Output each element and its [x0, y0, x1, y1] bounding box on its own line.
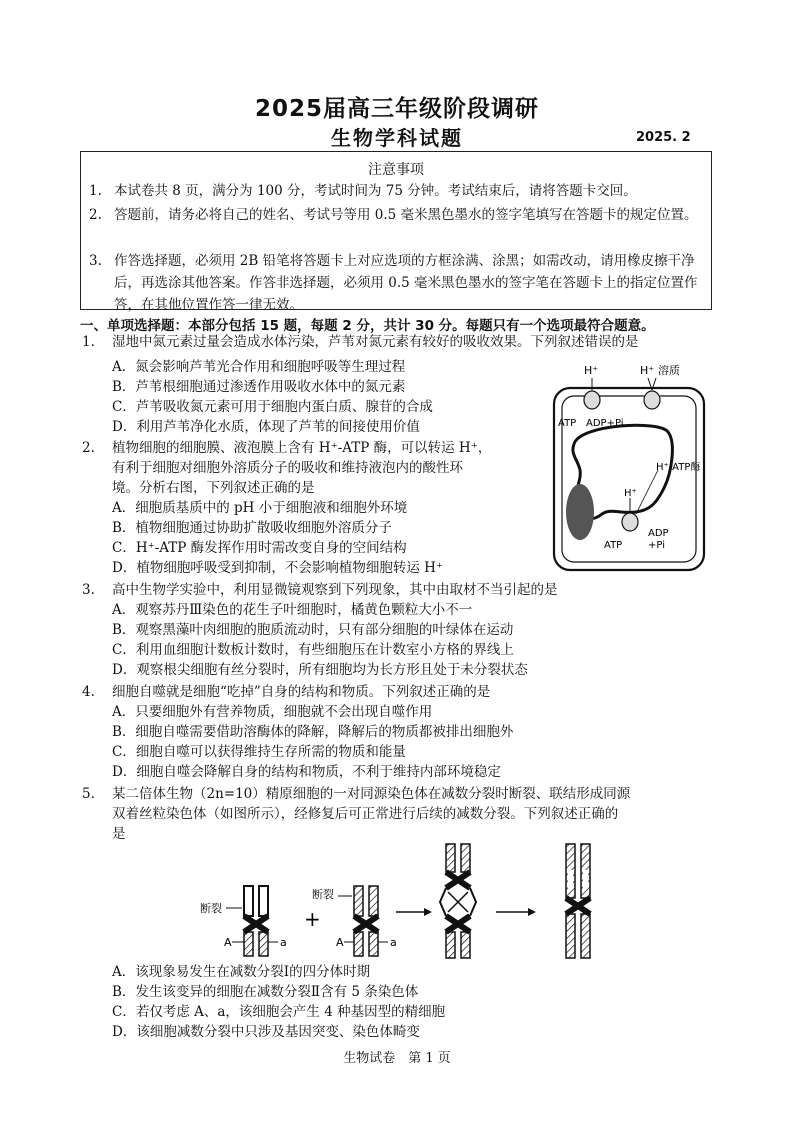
process-arrow-head — [424, 908, 432, 916]
question-number: 2. — [82, 440, 95, 456]
notice-item-3 — [89, 250, 703, 316]
label-allele: A — [336, 936, 344, 949]
label-allele: a — [280, 936, 287, 949]
label-atp: ATP — [558, 418, 577, 429]
notice-box — [80, 151, 712, 313]
page-footer: 生物试卷 第 1 页 — [343, 1051, 451, 1066]
chromosome-2 — [354, 886, 378, 956]
label-adp-pi: ADP+Pi — [586, 418, 624, 429]
notice-item-number: 2. — [89, 207, 102, 223]
question-number: 4. — [82, 684, 95, 700]
question-2-stem-line: 境。分析右图，下列叙述正确的是 — [112, 480, 315, 496]
question-number: 5. — [82, 786, 95, 802]
question-1-option-b: B．芦苇根细胞通过渗透作用吸收水体中的氮元素 — [112, 379, 406, 395]
question-1-option-d: D．利用芦苇净化水质，体现了芦苇的间接使用价值 — [112, 419, 420, 435]
label-allele: A — [224, 936, 232, 949]
notice-item-1 — [89, 180, 703, 202]
label-solute: 溶质 — [658, 364, 680, 377]
question-number: 3. — [82, 582, 95, 598]
notice-item-number: 3. — [89, 253, 102, 269]
label-h-plus: H⁺ — [624, 488, 637, 499]
process-arrow-head — [528, 908, 536, 916]
notice-item-text: 答题前，请务必将自己的姓名、考试号等用 0.5 毫米黑色墨水的签字笔填写在答题卡的规定位置。 — [114, 207, 698, 223]
label-h-atpase: H⁺-ATP酶 — [656, 462, 701, 473]
question-5-option-a: A．该现象易发生在减数分裂Ⅰ的四分体时期 — [112, 964, 371, 980]
cotransporter-protein — [644, 391, 660, 409]
question-4-option-b: B．细胞自噬需要借助溶酶体的降解，降解后的物质都被排出细胞外 — [112, 724, 514, 740]
question-5-option-c: C．若仅考虑 A、a，该细胞会产生 4 种基因型的精细胞 — [112, 1004, 446, 1020]
question-3-stem: 高中生物学实验中，利用显微镜观察到下列现象，其中由取材不当引起的是 — [112, 582, 558, 598]
section-heading: 一、单项选择题：本部分包括 15 题，每题 2 分，共计 30 分。每题只有一个选项最符合题意。 — [80, 318, 655, 334]
plus-sign: + — [304, 907, 321, 931]
question-2-option-a: A．细胞质基质中的 pH 小于细胞液和细胞外环境 — [112, 500, 408, 516]
label-break: 断裂 — [312, 888, 334, 901]
question-4-option-a: A．只要细胞外有营养物质，细胞就不会出现自噬作用 — [112, 704, 433, 720]
notice-item-text: 作答选择题，必须用 2B 铅笔将答题卡上对应选项的方框涂满、涂黑；如需改动，请用橡皮擦干净后，再选涂其他答案。作答非选择题，必须用 0.5 毫米黑色墨水的签字笔在答题卡上的指定位置作答，在其他位置作答一律无效。 — [114, 253, 698, 313]
notice-item-number: 1. — [89, 183, 102, 199]
label-allele: a — [390, 936, 397, 949]
label-pi: +Pi — [648, 540, 665, 551]
fused-chromosome — [440, 844, 476, 958]
question-1-option-a: A．氮会影响芦苇光合作用和细胞呼吸等生理过程 — [112, 359, 406, 375]
page-title: 2025届高三年级阶段调研 — [254, 96, 539, 122]
notice-item-2 — [89, 204, 703, 226]
nucleus — [566, 484, 594, 540]
question-4-option-d: D．细胞自噬会降解自身的结构和物质，不利于维持内部环境稳定 — [112, 764, 501, 780]
repaired-chromosome — [566, 844, 590, 958]
question-2-stem-line: 有利于细胞对细胞外溶质分子的吸收和维持液泡内的酸性环 — [112, 460, 463, 476]
question-5-stem-line: 是 — [112, 826, 126, 842]
question-3-option-a: A．观察苏丹Ⅲ染色的花生子叶细胞时，橘黄色颗粒大小不一 — [112, 602, 473, 618]
question-1-option-c: C．芦苇吸收氮元素可用于细胞内蛋白质、腺苷的合成 — [112, 399, 433, 415]
notice-item-text: 本试卷共 8 页，满分为 100 分，考试时间为 75 分钟。考试结束后，请将答题卡交回。 — [114, 183, 637, 199]
question-2-option-d: D．植物细胞呼吸受到抑制，不会影响植物细胞转运 H⁺ — [112, 560, 444, 576]
label-atp: ATP — [604, 540, 623, 551]
question-4-option-c: C．细胞自噬可以获得维持生存所需的物质和能量 — [112, 744, 406, 760]
question-1-stem: 湿地中氮元素过量会造成水体污染，芦苇对氮元素有较好的吸收效果。下列叙述错误的是 — [112, 334, 639, 350]
question-5-option-d: D．该细胞减数分裂中只涉及基因突变、染色体畸变 — [112, 1024, 420, 1040]
label-break: 断裂 — [200, 902, 222, 915]
question-2-stem-line: 植物细胞的细胞膜、液泡膜上含有 H⁺-ATP 酶，可以转运 H⁺， — [112, 440, 492, 456]
question-5-option-b: B．发生该变异的细胞在减数分裂Ⅱ含有 5 条染色体 — [112, 984, 419, 1000]
chromosome-1 — [244, 886, 268, 956]
question-4-stem: 细胞自噬就是细胞“吃掉”自身的结构和物质。下列叙述正确的是 — [112, 684, 491, 700]
cell-transport-figure — [540, 362, 710, 574]
exam-date: 2025. 2 — [636, 130, 691, 145]
label-adp: ADP — [648, 528, 669, 539]
proton-pump-protein — [584, 391, 600, 409]
chromosome-figure — [196, 842, 616, 960]
question-3-option-d: D．观察根尖细胞有丝分裂时，所有细胞均为长方形且处于未分裂状态 — [112, 662, 528, 678]
question-5-stem-line: 某二倍体生物（2n=10）精原细胞的一对同源染色体在减数分裂时断裂、联结形成同源 — [112, 786, 631, 802]
page-subtitle: 生物学科试题 — [331, 126, 463, 150]
question-3-option-c: C．利用血细胞计数板计数时，有些细胞压在计数室小方格的界线上 — [112, 642, 514, 658]
vacuole-proton-pump — [622, 513, 638, 531]
notice-title: 注意事项 — [368, 162, 424, 178]
question-number: 1. — [82, 334, 95, 350]
label-h-plus: H⁺ — [584, 364, 599, 377]
question-5-stem-line: 双着丝粒染色体（如图所示），经修复后可正常进行后续的减数分裂。下列叙述正确的 — [112, 806, 619, 822]
question-3-option-b: B．观察黑藻叶肉细胞的胞质流动时，只有部分细胞的叶绿体在运动 — [112, 622, 514, 638]
label-h-plus: H⁺ — [640, 364, 655, 377]
cell-wall — [554, 388, 704, 570]
question-2-option-c: C．H⁺-ATP 酶发挥作用时需改变自身的空间结构 — [112, 540, 407, 556]
question-2-option-b: B．植物细胞通过协助扩散吸收细胞外溶质分子 — [112, 520, 392, 536]
